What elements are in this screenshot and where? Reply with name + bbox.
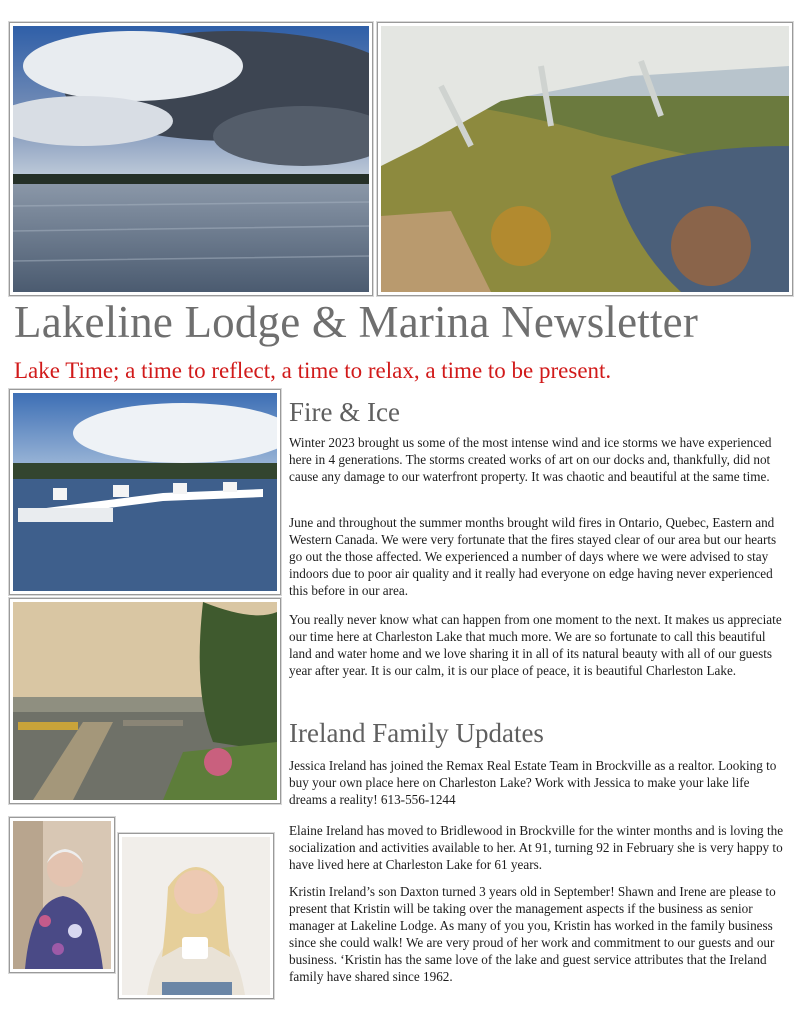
elaine-ireland-photo bbox=[13, 821, 111, 969]
paragraph: Jessica Ireland has joined the Remax Real Estate Team in Brockville as a realtor. Looking to buy your own place here on Charleston Lake? Work with Jessica to make your lake life dreams a reality! 613-556-1244 bbox=[289, 758, 777, 807]
storm-clouds-over-lake-photo bbox=[13, 26, 369, 292]
photo-frame-smoky bbox=[9, 598, 281, 804]
newsletter-tagline: Lake Time; a time to reflect, a time to relax, a time to be present. bbox=[14, 358, 612, 383]
section-heading-ireland-family: Ireland Family Updates bbox=[289, 718, 544, 748]
paragraph: June and throughout the summer months brought wild fires in Ontario, Quebec, Eastern and Western Canada. We were very fortunate that the fires stayed clear of our area but our hearts go out the those affected. We experienced a number of days where we were advised to stay indoors due to poor air quality and it really had everyone on edge having never experienced this before in our area. bbox=[289, 515, 777, 598]
photo-frame-aerial bbox=[377, 22, 793, 296]
photo-frame-marina bbox=[9, 389, 281, 595]
newsletter-title: Lakeline Lodge & Marina Newsletter bbox=[14, 297, 699, 347]
photo-frame-elaine bbox=[9, 817, 115, 973]
photo-frame-storm bbox=[9, 22, 373, 296]
aerial-view-from-plane-photo bbox=[381, 26, 789, 292]
photo-frame-kristin bbox=[118, 833, 274, 999]
paragraph: You really never know what can happen from one moment to the next. It makes us appreciate our time here at Charleston Lake that much more. We are so fortunate to call this beautiful land and water home and we love sharing it in all of its natural beauty with all of our guests year after year. It is our calm, it is our place of peace, it is beautiful Charleston Lake. bbox=[289, 612, 782, 678]
marina-docks-photo bbox=[13, 393, 277, 591]
kristin-ireland-photo bbox=[122, 837, 270, 995]
paragraph: Kristin Ireland’s son Daxton turned 3 years old in September! Shawn and Irene are please to present that Kristin will be taking over the management aspects if the business as senior manager at Lakeline Lodge. As many of you you, Kristin has worked in the family business since she could walk! We are very proud of her work and commitment to our guests and our business. ‘Kristin has the same love of the lake and guest service attributes that the Ireland family have shared since 1962. bbox=[289, 884, 776, 984]
paragraph: Elaine Ireland has moved to Bridlewood in Brockville for the winter months and is loving the socialization and activities available to her. At 91, turning 92 in February she is very happy to have lived here at Charleston Lake for 61 years. bbox=[289, 823, 784, 872]
section-heading-fire-ice: Fire & Ice bbox=[289, 397, 400, 427]
paragraph: Winter 2023 brought us some of the most intense wind and ice storms we have experienced here in 4 generations. The storms created works of art on our docks and, thankfully, did not cause any damage to our waterfront property. It was chaotic and beautiful at the same time. bbox=[289, 435, 772, 484]
smoky-marina-photo bbox=[13, 602, 277, 800]
